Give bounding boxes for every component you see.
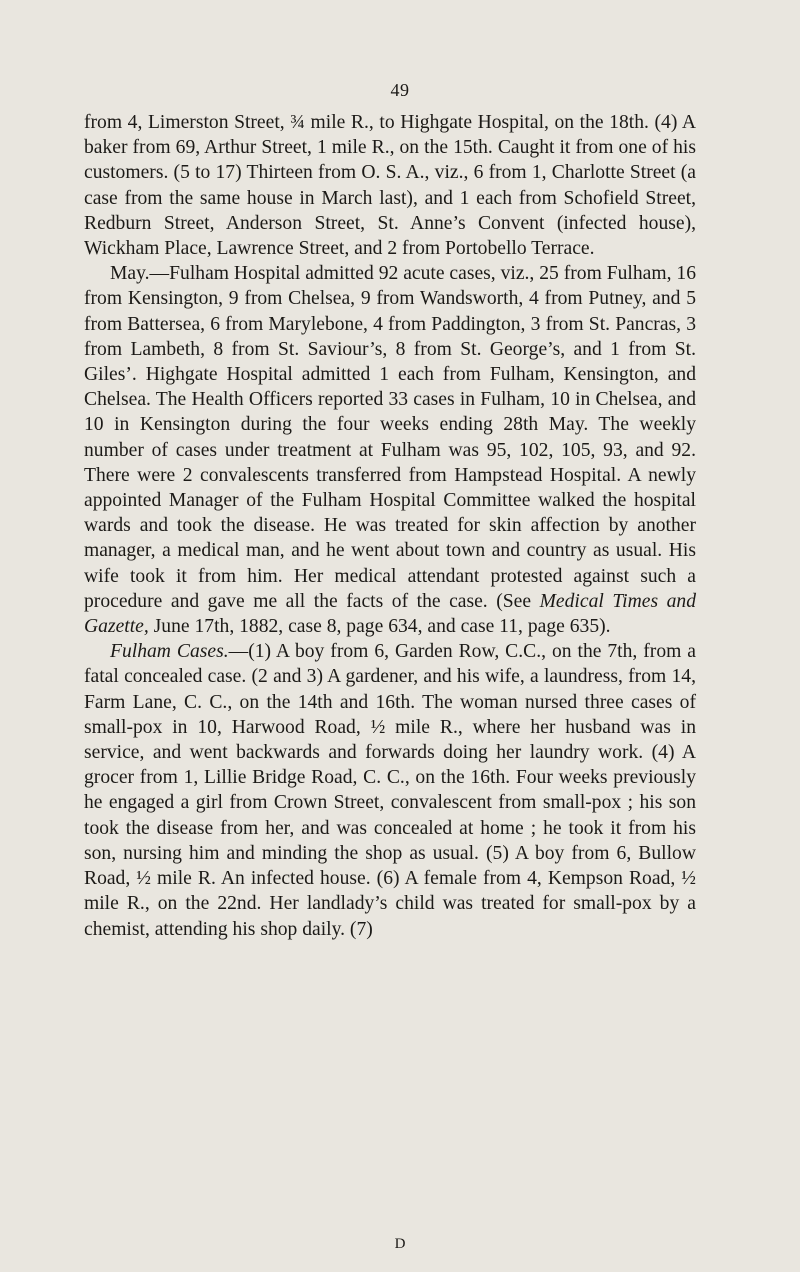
- body-text: [84, 110, 696, 942]
- journal-citation: Medical Times and Gazette,: [84, 590, 696, 638]
- signature-mark: D: [394, 1236, 406, 1252]
- paragraph-may: [84, 261, 696, 639]
- fulham-cases-heading: Fulham Cases.: [110, 641, 229, 663]
- citation-detail: June 17th, 1882, case 8, page 634, and case 11, page 635).: [153, 616, 611, 638]
- fulham-cases-text: —(1) A boy from 6, Garden Row, C.C., on the 7th, from a fatal concealed case. (2 and 3) A gardener, and his wife, a laundress, from 14, Farm Lane, C. C., on the 14th and 16th. The woman nursed three cases of small-pox in 10, Harwood Road, ½ mile R., where her husband was in service, and went backwards and forwards doing her laundry work. (4) A grocer from 1, Lillie Bridge Road, C. C., on the 16th. Four weeks previously he engaged a girl from Crown Street, convalescent from small-pox ; his son took the disease from her, and was concealed at home ; he took it from his son, nursing him and minding the shop as usual. (5) A boy from 6, Bullow Road, ½ mile R. An infected house. (6) A female from 4, Kempson Road, ½ mile R., on the 22nd. Her landlady’s child was treated for small-pox by a chemist, attending his shop daily. (7): [84, 641, 696, 940]
- page-number: 49: [390, 80, 410, 100]
- may-report-text: May.—Fulham Hospital admitted 92 acute cases, viz., 25 from Fulham, 16 from Kensington, 9 from Chelsea, 9 from Wandsworth, 4 from Putney, and 5 from Battersea, 6 from Marylebone, 4 from Paddington, 3 from St. Pancras, 3 from Lambeth, 8 from St. Saviour’s, 8 from St. George’s, and 1 from St. Giles’. Highgate Hospital admitted 1 each from Fulham, Kensington, and Chelsea. The Health Officers reported 33 cases in Fulham, 10 in Chelsea, and 10 in Kensington during the four weeks ending 28th May. The weekly number of cases under treatment at Fulham was 95, 102, 105, 93, and 92. There were 2 convalescents transferred from Hampstead Hospital. A newly appointed Manager of the Fulham Hospital Committee walked the hospital wards and took the disease. He was treated for skin affection by another manager, a medical man, and he went about town and country as usual. His wife took it from him. Her medical attendant protested against such a procedure and gave me all the facts of the case. (See: [84, 263, 696, 612]
- paragraph-continuation: from 4, Limerston Street, ¾ mile R., to Highgate Hospital, on the 18th. (4) A baker from 69, Arthur Street, 1 mile R., on the 15th. Caught it from one of his customers. (5 to 17) Thirteen from O. S. A., viz., 6 from 1, Charlotte Street (a case from the same house in March last), and 1 each from Schofield Street, Redburn Street, Anderson Street, St. Anne’s Convent (infected house), Wickham Place, Lawrence Street, and 2 from Portobello Terrace.: [84, 112, 696, 260]
- paragraph-fulham-cases: [84, 639, 696, 941]
